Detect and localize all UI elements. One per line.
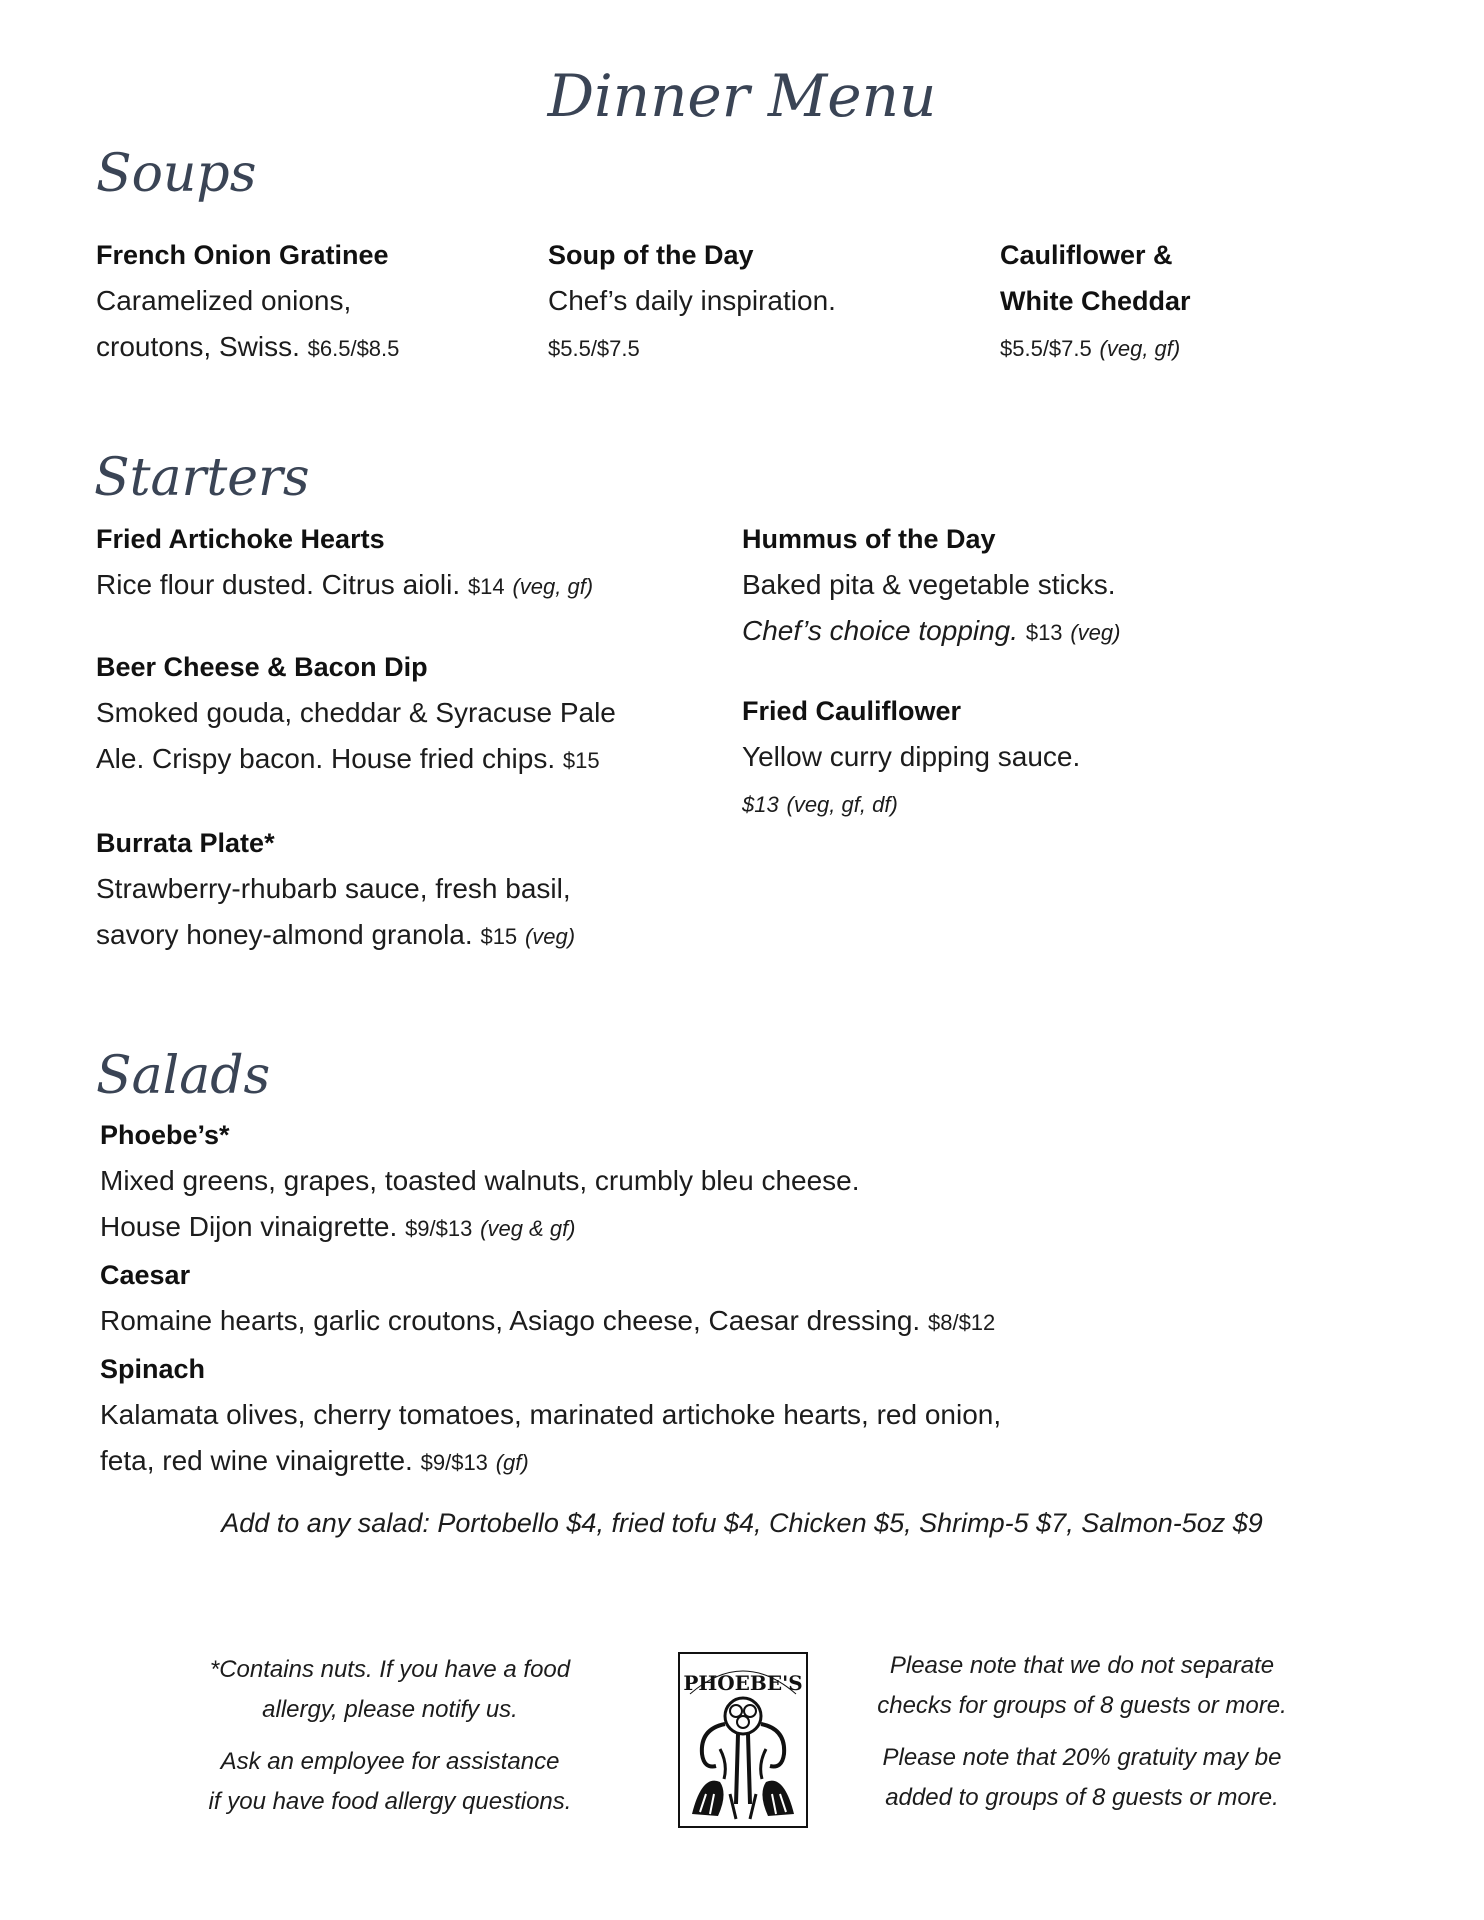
item-name: Fried Artichoke Hearts bbox=[96, 524, 385, 554]
starter-hummus bbox=[742, 516, 1382, 656]
item-price: $15 bbox=[562, 748, 600, 773]
salads-list bbox=[100, 1112, 1400, 1486]
item-name: French Onion Gratinee bbox=[96, 240, 389, 270]
item-tag: (veg & gf) bbox=[480, 1216, 576, 1241]
item-desc: Baked pita & vegetable sticks. bbox=[742, 569, 1116, 600]
item-desc: House Dijon vinaigrette. bbox=[100, 1211, 398, 1242]
item-name: Soup of the Day bbox=[548, 240, 754, 270]
item-price: $5.5/$7.5 bbox=[1000, 336, 1092, 361]
soup-of-the-day bbox=[548, 232, 968, 372]
starters-heading: Starters bbox=[94, 448, 310, 508]
starter-burrata bbox=[96, 820, 736, 960]
note-line: Please note that we do not separate bbox=[889, 1652, 1275, 1679]
item-price: $9/$13 bbox=[420, 1450, 488, 1475]
group-policy-note bbox=[832, 1646, 1332, 1818]
item-name: Hummus of the Day bbox=[742, 524, 996, 554]
item-desc: feta, red wine vinaigrette. bbox=[100, 1445, 413, 1476]
item-desc: Chef’s choice topping. bbox=[742, 615, 1019, 646]
note-line: allergy, please notify us. bbox=[262, 1696, 518, 1723]
item-name: Cauliflower & bbox=[1000, 240, 1173, 270]
soup-cauliflower-cheddar bbox=[1000, 232, 1420, 372]
item-desc: Mixed greens, grapes, toasted walnuts, crumbly bleu cheese. bbox=[100, 1165, 860, 1196]
item-desc: Chef’s daily inspiration. bbox=[548, 285, 836, 316]
item-name: Spinach bbox=[100, 1354, 206, 1384]
item-desc: Kalamata olives, cherry tomatoes, marinated artichoke hearts, red onion, bbox=[100, 1399, 1002, 1430]
item-price: $13 bbox=[742, 792, 779, 817]
item-price: $14 bbox=[467, 574, 505, 599]
logo-art bbox=[680, 1654, 806, 1826]
soups-heading: Soups bbox=[96, 144, 257, 204]
item-desc: Romaine hearts, garlic croutons, Asiago cheese, Caesar dressing. bbox=[100, 1305, 921, 1336]
item-price: $5.5/$7.5 bbox=[548, 336, 640, 361]
item-price: $6.5/$8.5 bbox=[307, 336, 400, 361]
item-name: White Cheddar bbox=[1000, 286, 1191, 316]
soup-french-onion bbox=[96, 232, 516, 372]
note-line: checks for groups of 8 guests or more. bbox=[877, 1692, 1287, 1719]
allergy-note bbox=[150, 1650, 630, 1822]
item-name: Fried Cauliflower bbox=[742, 696, 962, 726]
note-line: added to groups of 8 guests or more. bbox=[885, 1784, 1279, 1811]
item-desc: savory honey-almond granola. bbox=[96, 919, 473, 950]
item-name: Beer Cheese & Bacon Dip bbox=[96, 652, 428, 682]
item-tag: (gf) bbox=[495, 1450, 529, 1475]
item-desc: Ale. Crispy bacon. House fried chips. bbox=[96, 743, 556, 774]
item-name: Phoebe’s* bbox=[100, 1120, 230, 1150]
starter-fried-cauliflower bbox=[742, 688, 1382, 828]
item-desc: Yellow curry dipping sauce. bbox=[742, 741, 1081, 772]
item-desc: Strawberry-rhubarb sauce, fresh basil, bbox=[96, 873, 571, 904]
item-tag: (veg, gf, df) bbox=[786, 792, 898, 817]
item-desc: Caramelized onions, bbox=[96, 285, 352, 316]
item-price: $13 bbox=[1025, 620, 1063, 645]
note-line: *Contains nuts. If you have a food bbox=[209, 1656, 571, 1683]
starter-artichoke bbox=[96, 516, 716, 610]
item-tag: (veg) bbox=[1070, 620, 1121, 645]
salads-heading: Salads bbox=[96, 1046, 271, 1106]
item-price: $9/$13 bbox=[405, 1216, 473, 1241]
item-tag: (veg) bbox=[524, 924, 576, 949]
item-desc: Rice flour dusted. Citrus aioli. bbox=[96, 569, 461, 600]
note-line: if you have food allergy questions. bbox=[208, 1788, 572, 1815]
note-line: Ask an employee for assistance bbox=[220, 1748, 560, 1775]
salad-addons: Add to any salad: Portobello $4, fried tofu $4, Chicken $5, Shrimp-5 $7, Salmon-5oz $9 bbox=[221, 1508, 1263, 1538]
item-price: $15 bbox=[480, 924, 518, 949]
item-tag: (veg, gf) bbox=[512, 574, 594, 599]
starter-beer-cheese bbox=[96, 644, 736, 784]
item-name: Caesar bbox=[100, 1260, 191, 1290]
note-line: Please note that 20% gratuity may be bbox=[882, 1744, 1282, 1771]
item-price: $8/$12 bbox=[927, 1310, 996, 1335]
item-name: Burrata Plate* bbox=[96, 828, 275, 858]
item-desc: Smoked gouda, cheddar & Syracuse Pale bbox=[96, 697, 616, 728]
page-title: Dinner Menu bbox=[547, 62, 937, 130]
item-desc: croutons, Swiss. bbox=[96, 331, 300, 362]
phoebes-logo bbox=[678, 1652, 808, 1828]
logo-text: PHOEBE'S bbox=[683, 1671, 803, 1695]
item-tag: (veg, gf) bbox=[1099, 336, 1181, 361]
